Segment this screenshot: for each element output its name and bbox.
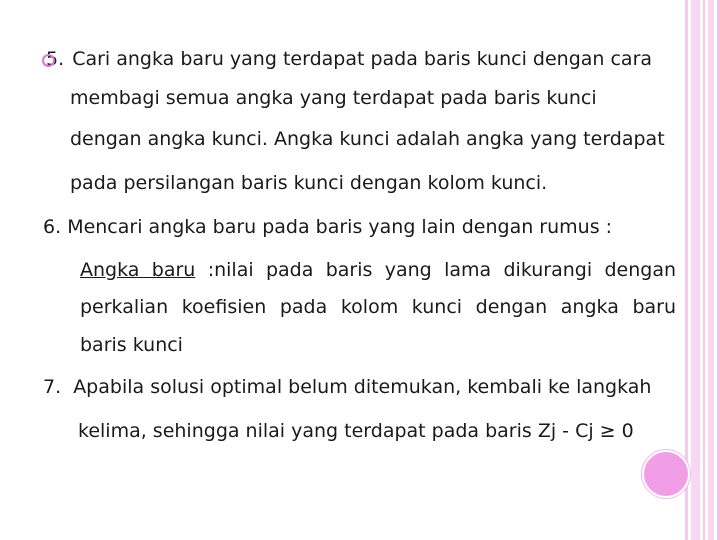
formula-line: perkalian koefisien pada kolom kunci dengan angka baru — [80, 296, 676, 318]
item-number: 6. — [43, 216, 62, 238]
item-number: 5. — [46, 48, 65, 70]
formula-text: :nilai pada baris yang lama dikurangi dengan — [207, 259, 677, 281]
decorative-circle — [642, 450, 690, 498]
item-text-line: Cari angka baru yang terdapat pada baris kunci dengan cara — [72, 48, 653, 70]
decorative-border — [708, 0, 714, 540]
item-text-line: pada persilangan baris kunci dengan kolom kunci. — [70, 172, 548, 194]
item-text-line: membagi semua angka yang terdapat pada baris kunci — [70, 87, 597, 109]
bullet-icon — [42, 54, 55, 67]
formula-term: Angka baru — [80, 259, 196, 281]
item-text-line: kelima, sehingga nilai yang terdapat pada baris Zj - Cj ≥ 0 — [78, 420, 634, 442]
decorative-border — [691, 0, 700, 540]
item-heading: Mencari angka baru pada baris yang lain dengan rumus : — [67, 216, 613, 238]
item-text-line: dengan angka kunci. Angka kunci adalah angka yang terdapat — [70, 128, 665, 150]
list-item — [43, 208, 612, 246]
decorative-border — [703, 0, 705, 540]
list-item — [43, 368, 651, 406]
formula-line — [80, 251, 676, 289]
item-number: 7. — [43, 376, 62, 398]
formula-line: baris kunci — [80, 334, 183, 356]
item-text-line: Apabila solusi optimal belum ditemukan, kembali ke langkah — [73, 376, 652, 398]
list-item — [40, 40, 652, 78]
